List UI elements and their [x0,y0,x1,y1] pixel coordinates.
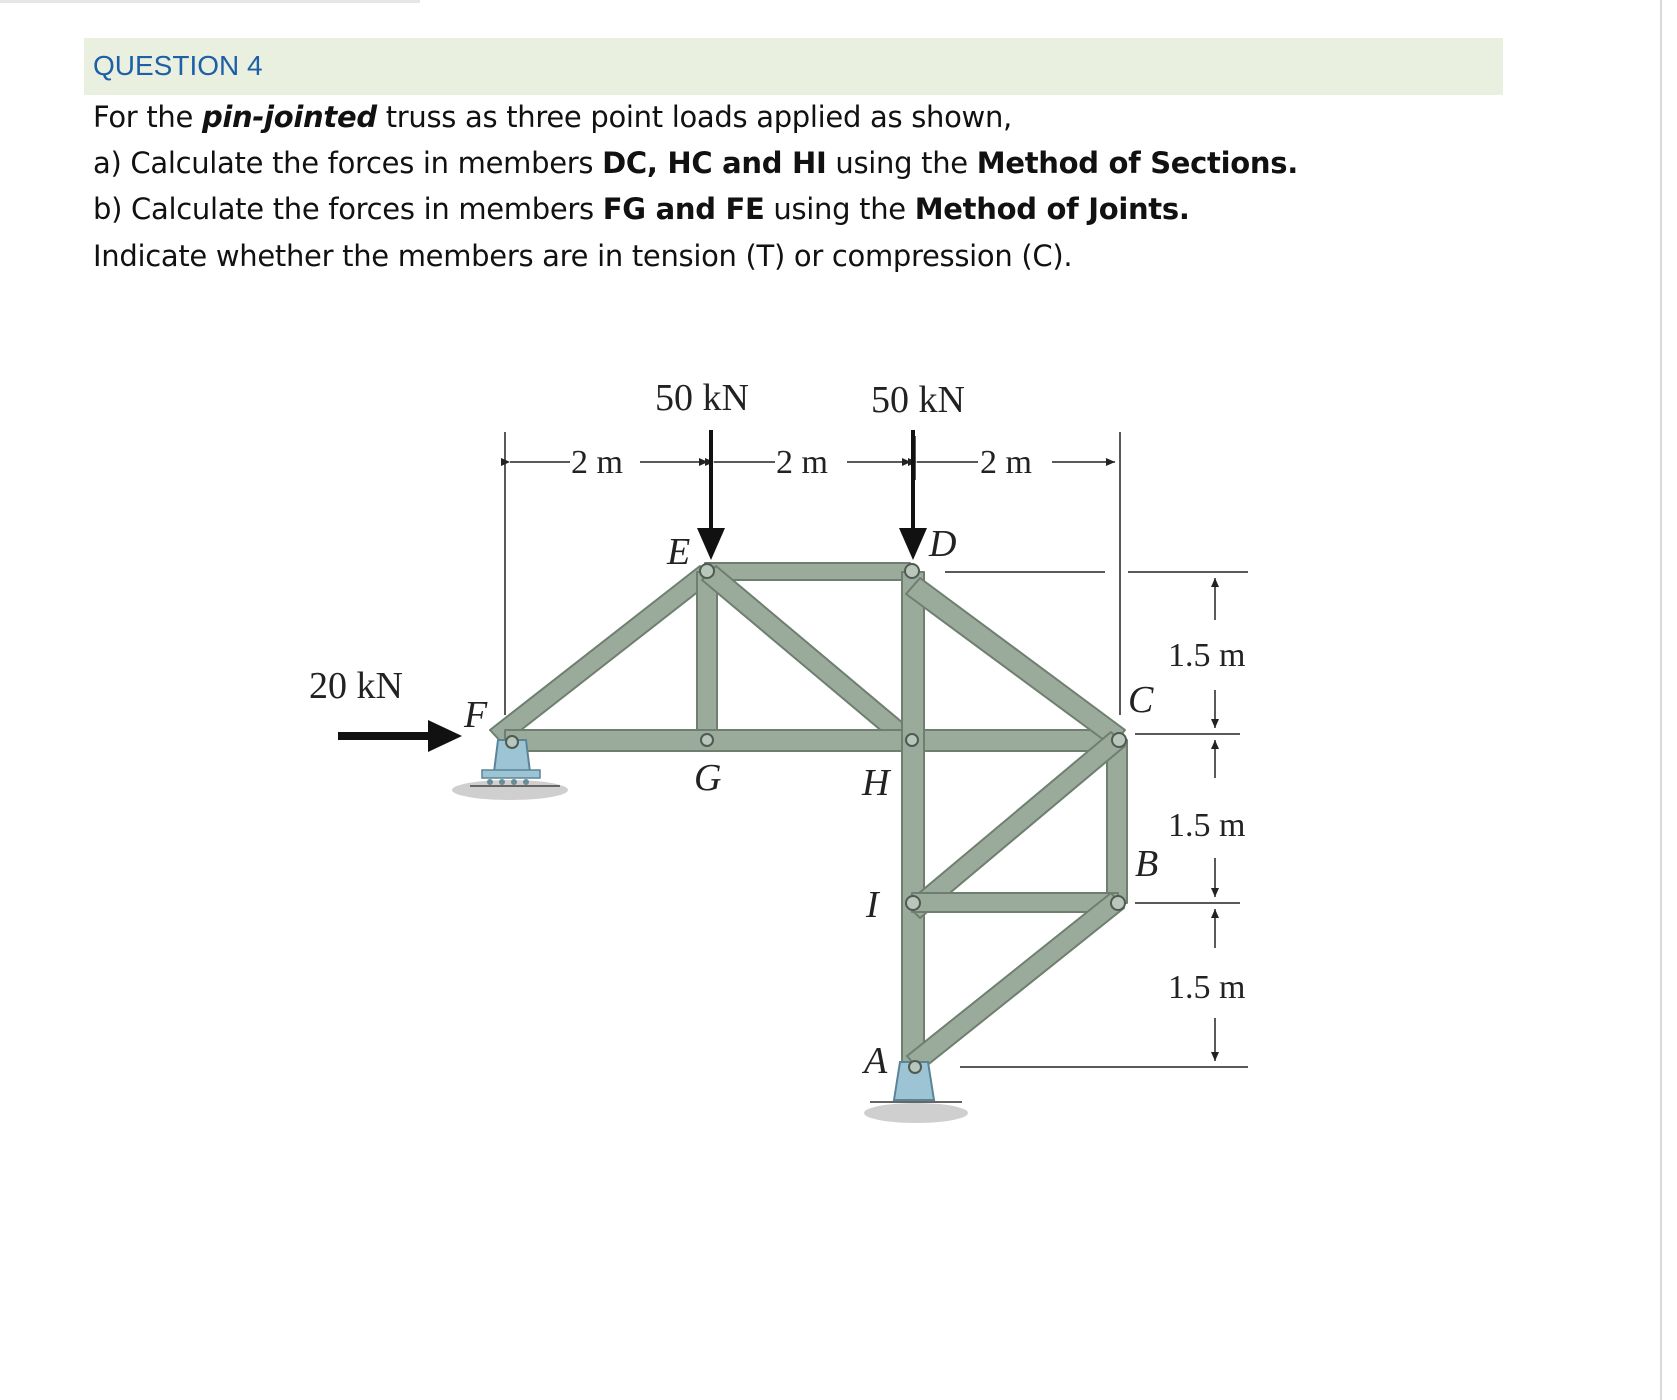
member-EH [702,566,916,748]
ground-shadow-f [452,780,568,800]
pin-I [906,896,920,910]
member-DA [902,572,924,1066]
load-arrowhead-e [697,528,725,560]
load-label-left: 50 kN [655,377,749,419]
question-title: QUESTION 4 [93,50,263,81]
pin-H [906,734,918,746]
dim-h1: 2 m [571,444,623,481]
dim-v2: 1.5 m [1168,807,1246,844]
dim-h2: 2 m [776,444,828,481]
ground-shadow-a [864,1103,968,1123]
line3-members: FG and FE [602,192,765,226]
load-arrowhead-d [899,528,927,560]
joint-label-a: A [864,1040,888,1082]
dim-v3: 1.5 m [1168,969,1246,1006]
line3-a: b) Calculate the forces in members [93,192,603,226]
member-ED [705,563,910,580]
truss-members [490,563,1127,1071]
member-IB [912,893,1118,912]
load-arrowhead-f [428,720,462,752]
line2-c: using the [826,146,977,180]
line2-members: DC, HC and HI [602,146,827,180]
line3-c: using the [764,192,915,226]
load-label-horizontal: 20 kN [309,665,403,707]
dim-v1: 1.5 m [1168,637,1246,674]
joint-label-c: C [1128,679,1154,721]
joint-label-g: G [694,757,722,799]
joint-label-e: E [667,531,691,573]
line3-method: Method of Joints. [914,192,1190,226]
load-label-right: 50 kN [871,379,965,421]
pin-D [905,564,919,578]
question-line-4: Indicate whether the members are in tension (T) or compression (C). [93,239,1073,273]
joint-label-d: D [929,523,957,565]
joint-label-f: F [464,694,488,736]
member-EG [697,572,717,745]
member-FE [490,566,713,744]
joint-label-i: I [866,884,879,926]
pin-E [700,564,714,578]
member-CI [906,732,1125,918]
dim-h3: 2 m [980,444,1032,481]
joint-label-h: H [862,762,890,804]
line1-post: truss as three point loads applied as shown, [376,100,1012,134]
pin-B [1111,896,1125,910]
line2-method: Method of Sections. [976,146,1298,180]
load-arrows [338,430,927,752]
line2-a: a) Calculate the forces in members [93,146,603,180]
member-BA [907,893,1124,1071]
line1-pre: For the [93,100,202,134]
pin-G [701,734,713,746]
joint-label-b: B [1135,843,1159,885]
member-CB [1107,740,1127,903]
member-FC [505,730,1122,751]
line1-emph: pin-jointed [201,100,377,134]
pin-C [1112,733,1126,747]
member-DC [906,578,1125,746]
